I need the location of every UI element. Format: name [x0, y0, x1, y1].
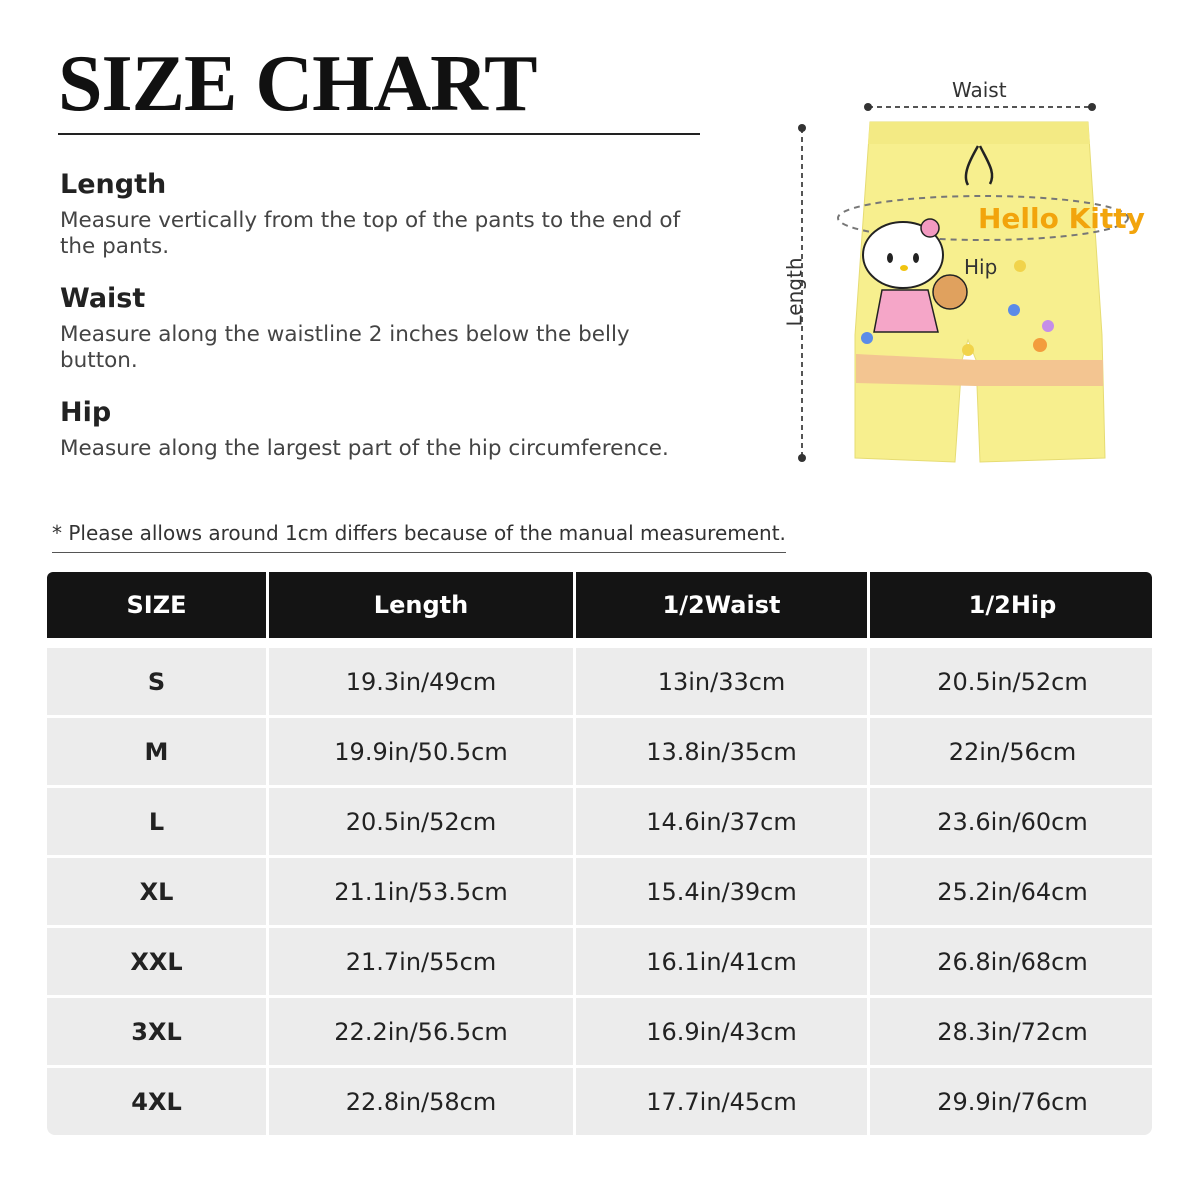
size-cell: 3XL	[131, 1017, 182, 1046]
length-description: Measure vertically from the top of the pants to the end of the pants.	[60, 207, 681, 259]
half-waist-cell: 14.6in/37cm	[576, 788, 867, 855]
half-hip-cell: 29.9in/76cm	[870, 1068, 1155, 1135]
half-waist-cell: 13.8in/35cm	[576, 718, 867, 785]
half-hip-cell: 25.2in/64cm	[870, 858, 1155, 925]
half-hip-cell: 28.3in/72cm	[870, 998, 1155, 1065]
half-waist-cell: 13in/33cm	[576, 648, 867, 715]
shorts-diagram	[770, 70, 1190, 480]
size-cell: M	[144, 737, 169, 766]
length-cell: 22.2in/56.5cm	[269, 998, 573, 1065]
half-hip-cell: 23.6in/60cm	[870, 788, 1155, 855]
length-cell: 20.5in/52cm	[269, 788, 573, 855]
hip-label: Hip	[964, 255, 998, 279]
half-hip-cell: 26.8in/68cm	[870, 928, 1155, 995]
half-hip-cell: 22in/56cm	[870, 718, 1155, 785]
size-cell: XL	[139, 877, 174, 906]
waist-label: Waist	[952, 78, 1007, 102]
size-cell: L	[148, 807, 165, 836]
table-row	[47, 718, 1152, 785]
waist-description: Measure along the waistline 2 inches below the belly button.	[60, 321, 630, 373]
shorts-print-text: Hello Kitty	[978, 202, 1145, 235]
length-cell: 22.8in/58cm	[269, 1068, 573, 1135]
measurement-note: * Please allows around 1cm differs because of the manual measurement.	[52, 521, 786, 545]
waist-term: Waist	[60, 283, 146, 314]
note-divider	[52, 552, 786, 553]
half-waist-cell: 17.7in/45cm	[576, 1068, 867, 1135]
table-header-row	[47, 572, 1152, 638]
length-label: Length	[782, 257, 807, 327]
hip-definition	[60, 398, 700, 462]
header-length: Length	[269, 572, 573, 638]
half-waist-cell: 15.4in/39cm	[576, 858, 867, 925]
table-row	[47, 648, 1152, 715]
table-row	[47, 858, 1152, 925]
half-waist-cell: 16.1in/41cm	[576, 928, 867, 995]
header-half-hip: 1/2Hip	[870, 572, 1155, 638]
half-waist-cell: 16.9in/43cm	[576, 998, 867, 1065]
page-title: SIZE CHART	[58, 40, 537, 128]
header-half-waist: 1/2Waist	[576, 572, 867, 638]
table-row	[47, 788, 1152, 855]
length-definition	[60, 170, 700, 260]
table-row	[47, 998, 1152, 1065]
size-cell: S	[147, 667, 166, 696]
title-divider	[58, 133, 700, 135]
length-term: Length	[60, 169, 167, 200]
hip-description: Measure along the largest part of the hip circumference.	[60, 435, 669, 461]
length-cell: 21.1in/53.5cm	[269, 858, 573, 925]
header-size: SIZE	[126, 591, 187, 619]
size-cell: XXL	[130, 947, 183, 976]
header-spacer	[47, 638, 1152, 648]
waist-definition	[60, 284, 700, 374]
length-cell: 21.7in/55cm	[269, 928, 573, 995]
length-cell: 19.3in/49cm	[269, 648, 573, 715]
length-cell: 19.9in/50.5cm	[269, 718, 573, 785]
size-cell: 4XL	[131, 1087, 182, 1116]
half-hip-cell: 20.5in/52cm	[870, 648, 1155, 715]
table-row	[47, 928, 1152, 995]
table-row	[47, 1068, 1152, 1135]
hip-term: Hip	[60, 397, 112, 428]
size-table	[47, 572, 1152, 1135]
